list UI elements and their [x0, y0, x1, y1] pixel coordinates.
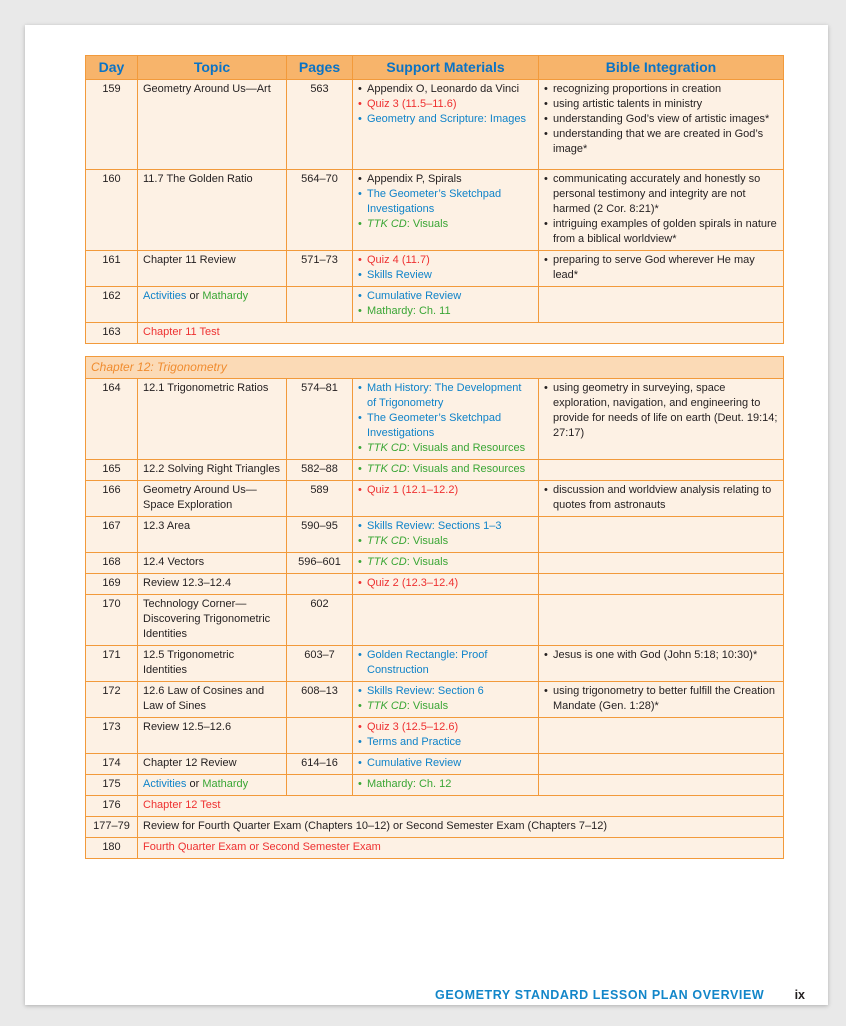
topic-cell: [138, 517, 287, 553]
day-cell: 164: [86, 379, 138, 460]
pages-cell: [287, 287, 353, 323]
ttk-cd-label: TTK CD: [367, 556, 407, 568]
pages-cell: 563: [287, 80, 353, 170]
bible-item: • preparing to serve God wherever He may lead*: [544, 253, 778, 283]
topic-text: 12.5 Trigonometric Identities: [143, 649, 235, 676]
page-footer: [435, 988, 805, 1002]
mathardy-label: Mathardy: [202, 290, 249, 302]
support-cell: [353, 754, 539, 775]
topic-text: Review 12.5–12.6: [143, 721, 232, 733]
bible-cell: [539, 718, 784, 754]
support-item: • Skills Review: Section 6: [358, 684, 533, 699]
table-row: [86, 775, 784, 796]
day-cell: 168: [86, 553, 138, 574]
support-item: • Appendix O, Leonardo da Vinci: [358, 82, 533, 97]
ttk-cd-suffix: : Visuals: [406, 218, 449, 230]
support-item: • Cumulative Review: [358, 289, 533, 304]
topic-text: 12.6 Law of Cosines and Law of Sines: [143, 685, 265, 712]
bible-cell: [539, 80, 784, 170]
day-cell: 171: [86, 646, 138, 682]
support-item: • Quiz 1 (12.1–12.2): [358, 483, 533, 498]
topic-cell: [138, 460, 287, 481]
bible-item: • recognizing proportions in creation: [544, 82, 778, 97]
header-bible-integration: Bible Integration: [539, 56, 784, 80]
bible-cell: [539, 170, 784, 251]
support-item: [358, 555, 533, 570]
bible-cell: [539, 754, 784, 775]
support-cell: [353, 287, 539, 323]
day-cell: 169: [86, 574, 138, 595]
day-cell: 160: [86, 170, 138, 251]
pages-cell: 589: [287, 481, 353, 517]
table-row: [86, 796, 784, 817]
topic-text: Geometry Around Us—Art: [143, 83, 271, 95]
support-item: • Golden Rectangle: Proof Construction: [358, 648, 533, 678]
day-cell: 172: [86, 682, 138, 718]
support-item: • The Geometer’s Sketchpad Investigations: [358, 411, 533, 441]
day-cell: 174: [86, 754, 138, 775]
lesson-table-chapter-11: [85, 55, 784, 344]
support-item: • Terms and Practice: [358, 735, 533, 750]
bible-cell: [539, 646, 784, 682]
support-item: [358, 441, 533, 456]
ttk-cd-suffix: : Visuals and Resources: [406, 463, 526, 475]
ttk-cd-label: TTK CD: [367, 535, 407, 547]
day-cell: 162: [86, 287, 138, 323]
day-cell: 161: [86, 251, 138, 287]
table-header-row: [86, 56, 784, 80]
bible-item: • using artistic talents in ministry: [544, 97, 778, 112]
topic-cell: [138, 379, 287, 460]
ttk-cd-label: TTK CD: [367, 218, 407, 230]
topic-cell: [138, 481, 287, 517]
day-cell: 166: [86, 481, 138, 517]
topic-cell: Chapter 12 Test: [138, 796, 784, 817]
pages-cell: [287, 775, 353, 796]
chapter-heading: Chapter 12: Trigonometry: [86, 357, 784, 379]
pages-cell: 596–601: [287, 553, 353, 574]
bible-item: • understanding God’s view of artistic images*: [544, 112, 778, 127]
header-topic: Topic: [138, 56, 287, 80]
topic-text: Review 12.3–12.4: [143, 577, 232, 589]
table-row: [86, 517, 784, 553]
or-label: or: [186, 778, 203, 790]
topic-cell: [138, 754, 287, 775]
pages-cell: 602: [287, 595, 353, 646]
bible-cell: [539, 682, 784, 718]
header-support-materials: Support Materials: [353, 56, 539, 80]
bible-item: • using geometry in surveying, space exploration, navigation, and engineering to provide for needs of life on earth (Deut. 19:14; 27:17): [544, 381, 778, 441]
pages-cell: 590–95: [287, 517, 353, 553]
day-cell: 177–79: [86, 817, 138, 838]
pages-cell: 582–88: [287, 460, 353, 481]
table-row: [86, 80, 784, 170]
support-item: • Mathardy: Ch. 12: [358, 777, 533, 792]
pages-cell: 564–70: [287, 170, 353, 251]
support-cell: [353, 460, 539, 481]
bible-item: • discussion and worldview analysis relating to quotes from astronauts: [544, 483, 778, 513]
support-item: • Quiz 3 (12.5–12.6): [358, 720, 533, 735]
day-cell: 163: [86, 323, 138, 344]
day-cell: 165: [86, 460, 138, 481]
bible-cell: [539, 517, 784, 553]
support-item: [358, 217, 533, 232]
topic-cell: [138, 80, 287, 170]
table-row: [86, 574, 784, 595]
support-item: • Math History: The Development of Trigonometry: [358, 381, 533, 411]
bible-cell: [539, 553, 784, 574]
support-item: • Skills Review: Sections 1–3: [358, 519, 533, 534]
table-row: [86, 817, 784, 838]
table-row: [86, 682, 784, 718]
ttk-cd-label: TTK CD: [367, 700, 407, 712]
bible-cell: [539, 460, 784, 481]
activities-label: Activities: [143, 290, 187, 302]
day-cell: 159: [86, 80, 138, 170]
topic-cell: [138, 553, 287, 574]
lesson-table-chapter-12: [85, 356, 784, 859]
table-row: [86, 251, 784, 287]
mathardy-label: Mathardy: [202, 778, 249, 790]
chapter-heading-row: [86, 357, 784, 379]
bible-cell: [539, 251, 784, 287]
topic-text: 12.1 Trigonometric Ratios: [143, 382, 269, 394]
ttk-cd-suffix: : Visuals: [406, 700, 449, 712]
support-item: [358, 534, 533, 549]
topic-text: [143, 777, 281, 792]
bible-item: • Jesus is one with God (John 5:18; 10:30)*: [544, 648, 778, 663]
table-row: [86, 379, 784, 460]
topic-text: Chapter 11 Review: [143, 254, 236, 266]
support-cell: [353, 595, 539, 646]
activities-label: Activities: [143, 778, 187, 790]
ttk-cd-suffix: : Visuals: [406, 556, 449, 568]
support-item: • Skills Review: [358, 268, 533, 283]
topic-cell: [138, 287, 287, 323]
day-cell: 180: [86, 838, 138, 859]
table-row: [86, 323, 784, 344]
support-cell: [353, 646, 539, 682]
table-row: [86, 595, 784, 646]
topic-cell: [138, 251, 287, 287]
day-cell: 170: [86, 595, 138, 646]
support-cell: [353, 80, 539, 170]
bible-cell: [539, 481, 784, 517]
or-label: or: [186, 290, 203, 302]
pages-cell: 603–7: [287, 646, 353, 682]
topic-cell: [138, 170, 287, 251]
support-cell: [353, 517, 539, 553]
support-cell: [353, 251, 539, 287]
bible-item: • understanding that we are created in God’s image*: [544, 127, 778, 157]
footer-title: GEOMETRY STANDARD LESSON PLAN OVERVIEW: [435, 988, 765, 1002]
topic-cell: Chapter 11 Test: [138, 323, 784, 344]
pages-cell: 614–16: [287, 754, 353, 775]
pages-cell: 571–73: [287, 251, 353, 287]
table-row: [86, 646, 784, 682]
topic-text: Geometry Around Us— Space Exploration: [143, 484, 257, 511]
day-cell: 173: [86, 718, 138, 754]
topic-text: Technology Corner— Discovering Trigonometric Identities: [143, 598, 271, 640]
support-item: • Quiz 4 (11.7): [358, 253, 533, 268]
topic-text: 12.4 Vectors: [143, 556, 205, 568]
ttk-cd-label: TTK CD: [367, 463, 407, 475]
table-row: [86, 838, 784, 859]
bible-cell: [539, 379, 784, 460]
support-item: [358, 462, 533, 477]
support-cell: [353, 481, 539, 517]
table-row: [86, 718, 784, 754]
support-item: • Cumulative Review: [358, 756, 533, 771]
header-day: Day: [86, 56, 138, 80]
table-row: [86, 287, 784, 323]
bible-cell: [539, 595, 784, 646]
day-cell: 175: [86, 775, 138, 796]
table-row: [86, 553, 784, 574]
table-row: [86, 170, 784, 251]
day-cell: 176: [86, 796, 138, 817]
support-item: • Geometry and Scripture: Images: [358, 112, 533, 127]
support-item: • Mathardy: Ch. 11: [358, 304, 533, 319]
pages-cell: [287, 718, 353, 754]
bible-item: • using trigonometry to better fulfill the Creation Mandate (Gen. 1:28)*: [544, 684, 778, 714]
ttk-cd-suffix: : Visuals and Resources: [406, 442, 526, 454]
bible-item: • intriguing examples of golden spirals in nature from a biblical worldview*: [544, 217, 778, 247]
ttk-cd-label: TTK CD: [367, 442, 407, 454]
topic-cell: [138, 682, 287, 718]
support-item: • Quiz 3 (11.5–11.6): [358, 97, 533, 112]
support-item: • Quiz 2 (12.3–12.4): [358, 576, 533, 591]
day-cell: 167: [86, 517, 138, 553]
support-cell: [353, 379, 539, 460]
support-cell: [353, 553, 539, 574]
support-item: [358, 699, 533, 714]
bible-item: • communicating accurately and honestly so personal testimony and integrity are not harmed (2 Cor. 8:21)*: [544, 172, 778, 217]
topic-cell: [138, 718, 287, 754]
support-cell: [353, 718, 539, 754]
support-cell: [353, 170, 539, 251]
topic-text: [143, 289, 281, 304]
table-row: [86, 481, 784, 517]
topic-text: 11.7 The Golden Ratio: [143, 173, 253, 185]
topic-text: 12.2 Solving Right Triangles: [143, 463, 280, 475]
topic-text: 12.3 Area: [143, 520, 191, 532]
topic-cell: Fourth Quarter Exam or Second Semester Exam: [138, 838, 784, 859]
pages-cell: 608–13: [287, 682, 353, 718]
pages-cell: 574–81: [287, 379, 353, 460]
table-row: [86, 460, 784, 481]
topic-cell: [138, 574, 287, 595]
bible-cell: [539, 775, 784, 796]
table-row: [86, 754, 784, 775]
support-cell: [353, 682, 539, 718]
topic-cell: Review for Fourth Quarter Exam (Chapters 10–12) or Second Semester Exam (Chapters 7–12): [138, 817, 784, 838]
ttk-cd-suffix: : Visuals: [406, 535, 449, 547]
support-cell: [353, 775, 539, 796]
header-pages: Pages: [287, 56, 353, 80]
topic-cell: [138, 646, 287, 682]
pages-cell: [287, 574, 353, 595]
topic-cell: [138, 595, 287, 646]
support-item: • Appendix P, Spirals: [358, 172, 533, 187]
support-cell: [353, 574, 539, 595]
page: [25, 25, 828, 1005]
support-item: • The Geometer’s Sketchpad Investigations: [358, 187, 533, 217]
topic-cell: [138, 775, 287, 796]
page-number: ix: [794, 988, 805, 1002]
bible-cell: [539, 287, 784, 323]
topic-text: Chapter 12 Review: [143, 757, 237, 769]
bible-cell: [539, 574, 784, 595]
